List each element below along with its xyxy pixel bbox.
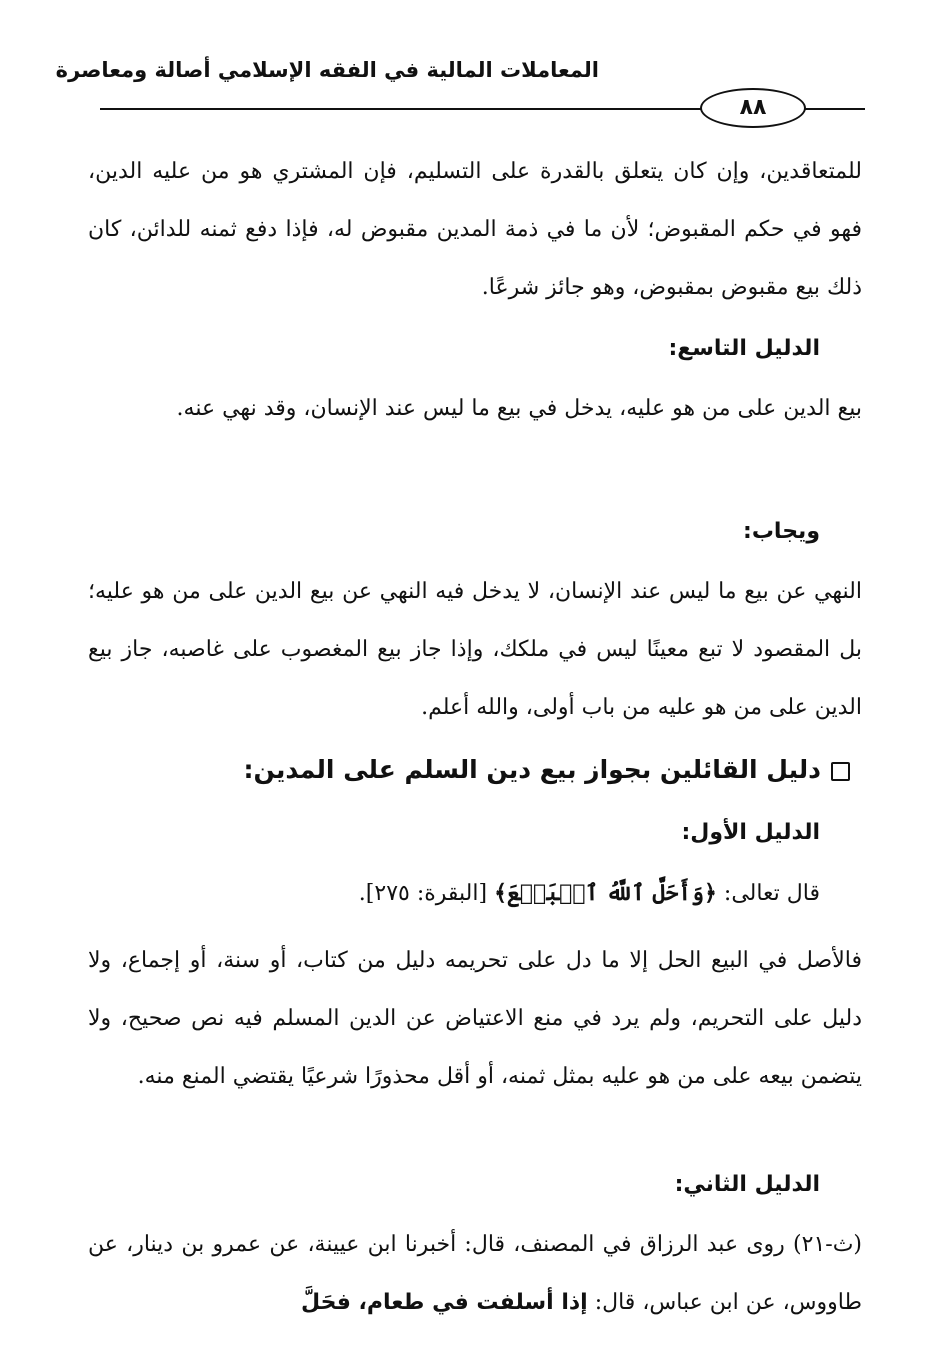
- verse-citation: [60, 873, 820, 914]
- page-number-badge: [700, 88, 806, 128]
- paragraph-response: النهي عن بيع ما ليس عند الإنسان، لا يدخل فيه النهي عن بيع الدين على من هو عليه؛ بل المقصود لا تبع معينًا ليس في ملكك، وإذا جاز بيع المغصوب على غاصبه، جاز بيع الدين على من هو عليه من باب أولى، والله أعلم.: [88, 579, 862, 720]
- paragraph-continuation: للمتعاقدين، وإن كان يتعلق بالقدرة على التسليم، فإن المشتري هو من عليه الدين، فهو في حكم المقبوض؛ لأن ما في ذمة المدين مقبوض له، فإذا دفع ثمنه للدائن، كان ذلك بيع مقبوض بمقبوض، وهو جائز شرعًا.: [88, 159, 862, 300]
- heading-response: ويجاب:: [743, 519, 820, 544]
- paragraph-second-evidence: [88, 1216, 862, 1332]
- running-header-title: المعاملات المالية في الفقه الإسلامي أصالة ومعاصرة: [55, 58, 599, 82]
- narration-quote: إذا أسلفت في طعام، فحَلَّ: [300, 1290, 588, 1315]
- section-heading-text: دليل القائلين بجواز بيع دين السلم على المدين:: [243, 755, 821, 784]
- verse-reference: [البقرة: ٢٧٥].: [358, 881, 488, 906]
- page-number: ٨٨: [739, 95, 767, 120]
- paragraph-first-evidence: فالأصل في البيع الحل إلا ما دل على تحريمه دليل من كتاب، أو سنة، أو إجماع، ولا دليل على التحريم، ولم يرد في منع الاعتياض عن الدين المسلم فيه نص صحيح، ولا يتضمن بيعه على من هو عليه بمثل ثمنه، أو أقل محذورًا شرعيًا يقتضي المنع منه.: [88, 948, 862, 1089]
- heading-ninth-evidence: الدليل التاسع:: [668, 336, 820, 361]
- narration-text: (ث-٢١) روى عبد الرزاق في المصنف، قال: أخبرنا ابن عيينة، عن عمرو بن دينار، عن طاووس، عن ابن عباس، قال:: [88, 1232, 862, 1315]
- quran-verse: ﴿وَأَحَلَّ ٱللَّهُ ٱلۡبَيۡعَ﴾: [494, 880, 717, 906]
- heading-second-evidence: الدليل الثاني:: [674, 1172, 820, 1197]
- section-heading: [60, 748, 850, 792]
- verse-intro: قال تعالى:: [723, 881, 820, 906]
- square-bullet-icon: [831, 762, 850, 781]
- paragraph-ninth-evidence: بيع الدين على من هو عليه، يدخل في بيع ما ليس عند الإنسان، وقد نهي عنه.: [176, 396, 862, 421]
- heading-first-evidence: الدليل الأول:: [681, 820, 820, 845]
